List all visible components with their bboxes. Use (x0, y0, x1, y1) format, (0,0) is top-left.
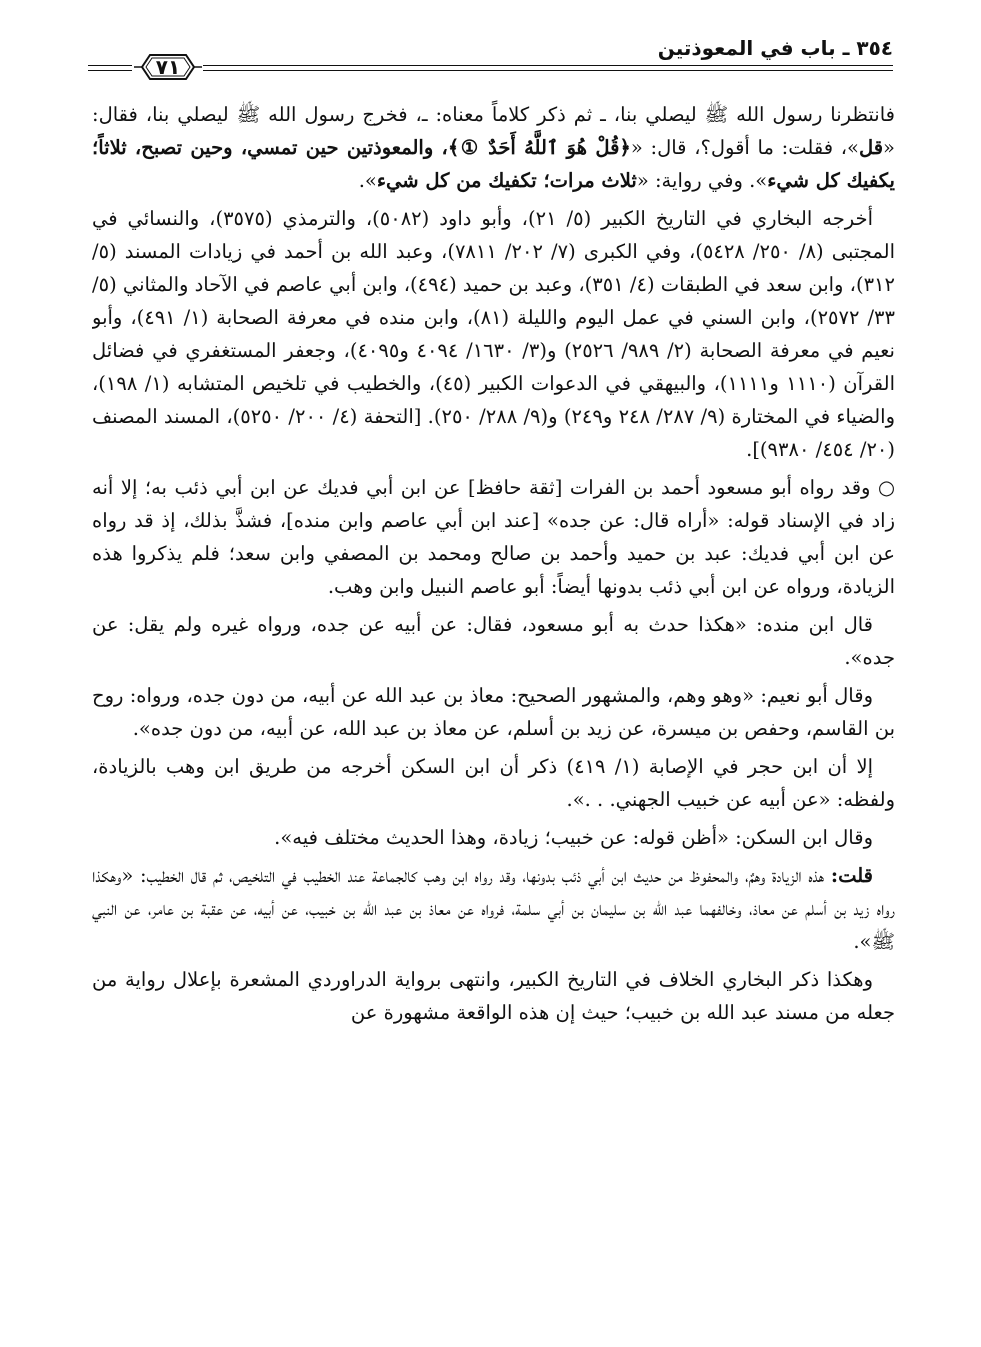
paragraph (92, 471, 895, 603)
text-segment: ». وفي رواية: « (636, 169, 768, 192)
header-rule (203, 65, 893, 66)
paragraph (92, 608, 895, 674)
text-segment: »، فقلت: ما أقول؟، قال: « (630, 136, 859, 159)
header-rule (203, 70, 893, 71)
text-segment: وقال أبو نعيم: «وهو وهم، والمشهور الصحيح: معاذ بن عبد الله عن أبيه، من دون جده، ورواه: روح بن القاسم، وحفص بن ميسرة، عن زيد بن أسلم، عن معاذ بن عبد الله، عن أبيه، من دون جده». (92, 684, 895, 740)
running-header (88, 34, 893, 82)
text-segment: إلا أن ابن حجر في الإصابة (١/ ٤١٩) ذكر أن ابن السكن أخرجه من طريق ابن وهب بالزيادة، ولفظه: «عن أبيه عن خبيب الجهني. . .». (92, 755, 895, 811)
hadith-number-badge (134, 51, 202, 83)
text-segment: هذه الزيادة وهمٌ، والمحفوظ من حديث ابن أبي ذئب بدونها، وقد رواه ابن وهب كالجماعة عند الخطيب في التلخيص، ثم قال الخطيب: «وهكذا رواه زيد بن أسلم عن معاذ، وخالفهما عبد الله بن سليمان بن أبي سلمة، فرواه عن معاذ بن عبد الله بن خبيب، عن أبيه، عن عقبة بن عامر، عن النبي ﷺ». (92, 864, 895, 953)
bold-text-segment: قلت: (830, 864, 873, 887)
text-segment: قال ابن منده: «هكذا حدث به أبو مسعود، فقال: عن أبيه عن جده، ورواه غيره ولم يقل: عن جده». (92, 613, 895, 669)
bold-text-segment: قل (858, 136, 884, 159)
header-rule (88, 65, 132, 66)
chapter-title: ٣٥٤ ـ باب في المعوذتين (657, 36, 893, 60)
bold-text-segment: ﴿قُلْ هُوَ ٱللَّهُ أَحَدٌ ①﴾، والمعوذتين حين تمسي، وحين تصبح، ثلاثاً؛ يكفيك كل شيء (92, 136, 895, 192)
paragraph (92, 750, 895, 816)
bold-text-segment: ثلاث مرات؛ تكفيك من كل شيء (376, 169, 637, 192)
text-segment: وهكذا ذكر البخاري الخلاف في التاريخ الكبير، وانتهى برواية الدراوردي المشعرة بإعلال رواية من جعله من مسند عبد الله بن خبيب؛ حيث إن هذه الواقعة مشهورة عن (92, 968, 895, 1024)
paragraph (92, 202, 895, 466)
paragraph (92, 821, 895, 854)
hadith-number: ٧١ (155, 55, 181, 79)
text-segment: ». (358, 169, 377, 192)
paragraph (92, 98, 895, 197)
text-segment: وقال ابن السكن: «أظن قوله: عن خبيب؛ زيادة، وهذا الحديث مختلف فيه». (274, 826, 873, 849)
header-rule (88, 70, 132, 71)
paragraph (92, 679, 895, 745)
paragraph (92, 963, 895, 1029)
text-segment: فانتظرنا رسول الله ﷺ ليصلي بنا، ـ ثم ذكر كلاماً معناه: ـ، فخرج رسول الله ﷺ ليصلي بنا، فقال: « (92, 103, 895, 159)
paragraph (92, 859, 895, 958)
text-segment: أخرجه البخاري في التاريخ الكبير (٥/ ٢١)، وأبو داود (٥٠٨٢)، والترمذي (٣٥٧٥)، والنسائي في المجتبى (٨/ ٢٥٠/ ٥٤٢٨)، وفي الكبرى (٧/ ٢٠٢/ ٧٨١١)، وعبد الله بن أحمد في زيادات المسند (٥/ ٣١٢)، وابن سعد في الطبقات (٤/ ٣٥١)، وعبد بن حميد (٤٩٤)، وابن أبي عاصم في الآحاد والمثاني (٥/ ٣٣/ ٢٥٧٢)، وابن السني في عمل اليوم والليلة (٨١)، وابن منده في معرفة الصحابة (١/ ٤٩١)، وأبو نعيم في معرفة الصحابة (٢/ ٩٨٩/ ٢٥٢٦) و(٣/ ١٦٣٠/ ٤٠٩٤ و٤٠٩٥)، وجعفر المستغفري في فضائل القرآن (١١١٠ و١١١١)، والبيهقي في الدعوات الكبير (٤٥)، والخطيب في تلخيص المتشابه (١/ ١٩٨)، والضياء في المختارة (٩/ ٢٨٧/ ٢٤٨ و٢٤٩) و(٩/ ٢٨٨/ ٢٥٠). [التحفة (٤/ ٢٠٠/ ٥٢٥٠)، المسند المصنف (٢٠/ ٤٥٤/ ٩٣٨٠)]. (92, 207, 895, 461)
page-body (92, 98, 895, 1323)
text-segment: ○ وقد رواه أبو مسعود أحمد بن الفرات [ثقة حافظ] عن ابن أبي فديك عن ابن أبي ذئب به؛ إلا أنه زاد في الإسناد قوله: «أراه قال: عن جده» [عند ابن أبي عاصم وابن منده]، فشذَّ بذلك، إذ قد رواه عن ابن أبي فديك: عبد بن حميد وأحمد بن صالح ومحمد بن المصفي وابن سعد؛ فلم يذكروا هذه الزيادة، ورواه عن ابن أبي ذئب بدونها أيضاً: أبو عاصم النبيل وابن وهب. (92, 476, 895, 598)
